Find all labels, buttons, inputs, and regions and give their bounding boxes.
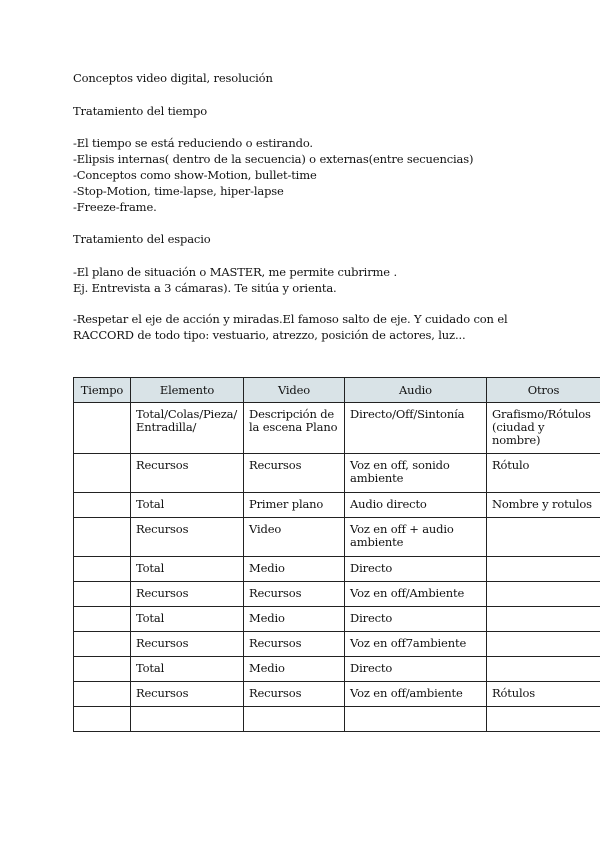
table-row — [74, 518, 600, 557]
cell-video: Recursos — [244, 632, 345, 657]
cell-otros — [487, 632, 600, 657]
section-heading-time: Tratamiento del tiempo — [73, 104, 207, 118]
cell-video: Video — [244, 518, 345, 557]
script-table — [73, 377, 600, 732]
table-row — [74, 454, 600, 493]
table-row — [74, 557, 600, 582]
list-item: -Elipsis internas( dentro de la secuencia) o externas(entre secuencias) — [73, 152, 474, 166]
header-video: Video — [244, 378, 345, 403]
table-row — [74, 582, 600, 607]
cell-audio: Voz en off/Ambiente — [345, 582, 487, 607]
cell-elemento: Recursos — [131, 632, 244, 657]
space-paragraph-master — [73, 264, 397, 296]
cell-audio: Directo — [345, 657, 487, 682]
cell-otros: Rótulos — [487, 682, 600, 707]
cell-video: Recursos — [244, 682, 345, 707]
cell-video: Medio — [244, 607, 345, 632]
cell-otros — [487, 657, 600, 682]
cell-otros — [487, 518, 600, 557]
time-concepts-list — [73, 135, 473, 215]
cell-elemento: Recursos — [131, 582, 244, 607]
cell-otros: Rótulo — [487, 454, 600, 493]
paragraph-line: Ej. Entrevista a 3 cámaras). Te sitúa y orienta. — [73, 281, 337, 295]
table-row — [74, 632, 600, 657]
cell-tiempo — [74, 657, 131, 682]
list-item: -Freeze-frame. — [73, 200, 157, 214]
paragraph-line: -Respetar el eje de acción y miradas.El famoso salto de eje. Y cuidado con el — [73, 312, 508, 326]
cell-audio: Audio directo — [345, 493, 487, 518]
cell-otros: Grafismo/Rótulos (ciudad y nombre) — [487, 403, 600, 454]
space-paragraph-axis — [73, 311, 508, 343]
cell-audio: Directo — [345, 607, 487, 632]
cell-elemento — [131, 707, 244, 732]
cell-tiempo — [74, 403, 131, 454]
table-row — [74, 707, 600, 732]
table-row — [74, 607, 600, 632]
cell-otros — [487, 557, 600, 582]
cell-video: Descripción de la escena Plano — [244, 403, 345, 454]
cell-video — [244, 707, 345, 732]
cell-tiempo — [74, 607, 131, 632]
cell-video: Primer plano — [244, 493, 345, 518]
cell-video: Recursos — [244, 582, 345, 607]
cell-audio: Voz en off + audio ambiente — [345, 518, 487, 557]
cell-elemento: Recursos — [131, 518, 244, 557]
table-row — [74, 493, 600, 518]
cell-elemento: Total — [131, 493, 244, 518]
cell-tiempo — [74, 518, 131, 557]
cell-otros — [487, 582, 600, 607]
cell-otros — [487, 707, 600, 732]
cell-audio: Directo — [345, 557, 487, 582]
cell-video: Medio — [244, 657, 345, 682]
cell-tiempo — [74, 682, 131, 707]
cell-audio — [345, 707, 487, 732]
paragraph-line: -El plano de situación o MASTER, me permite cubrirme . — [73, 265, 397, 279]
cell-audio: Directo/Off/Sintonía — [345, 403, 487, 454]
table-row — [74, 657, 600, 682]
section-heading-space: Tratamiento del espacio — [73, 232, 211, 246]
cell-video: Medio — [244, 557, 345, 582]
list-item: -El tiempo se está reduciendo o estirando. — [73, 136, 313, 150]
cell-audio: Voz en off7ambiente — [345, 632, 487, 657]
header-tiempo: Tiempo — [74, 378, 131, 403]
cell-elemento: Total — [131, 657, 244, 682]
cell-elemento: Recursos — [131, 682, 244, 707]
cell-otros: Nombre y rotulos — [487, 493, 600, 518]
list-item: -Conceptos como show-Motion, bullet-time — [73, 168, 317, 182]
cell-otros — [487, 607, 600, 632]
paragraph-line: RACCORD de todo tipo: vestuario, atrezzo, posición de actores, luz... — [73, 328, 466, 342]
cell-video: Recursos — [244, 454, 345, 493]
cell-elemento: Recursos — [131, 454, 244, 493]
header-otros: Otros — [487, 378, 600, 403]
table-row — [74, 682, 600, 707]
cell-tiempo — [74, 493, 131, 518]
cell-tiempo — [74, 454, 131, 493]
document-title: Conceptos video digital, resolución — [73, 71, 273, 85]
cell-tiempo — [74, 582, 131, 607]
header-audio: Audio — [345, 378, 487, 403]
cell-audio: Voz en off/ambiente — [345, 682, 487, 707]
cell-elemento: Total — [131, 607, 244, 632]
list-item: -Stop-Motion, time-lapse, hiper-lapse — [73, 184, 284, 198]
table-row — [74, 403, 600, 454]
cell-elemento: Total/Colas/Pieza/ Entradilla/ — [131, 403, 244, 454]
cell-elemento: Total — [131, 557, 244, 582]
cell-audio: Voz en off, sonido ambiente — [345, 454, 487, 493]
header-elemento: Elemento — [131, 378, 244, 403]
cell-tiempo — [74, 707, 131, 732]
cell-tiempo — [74, 632, 131, 657]
cell-tiempo — [74, 557, 131, 582]
table-header-row — [74, 378, 600, 403]
